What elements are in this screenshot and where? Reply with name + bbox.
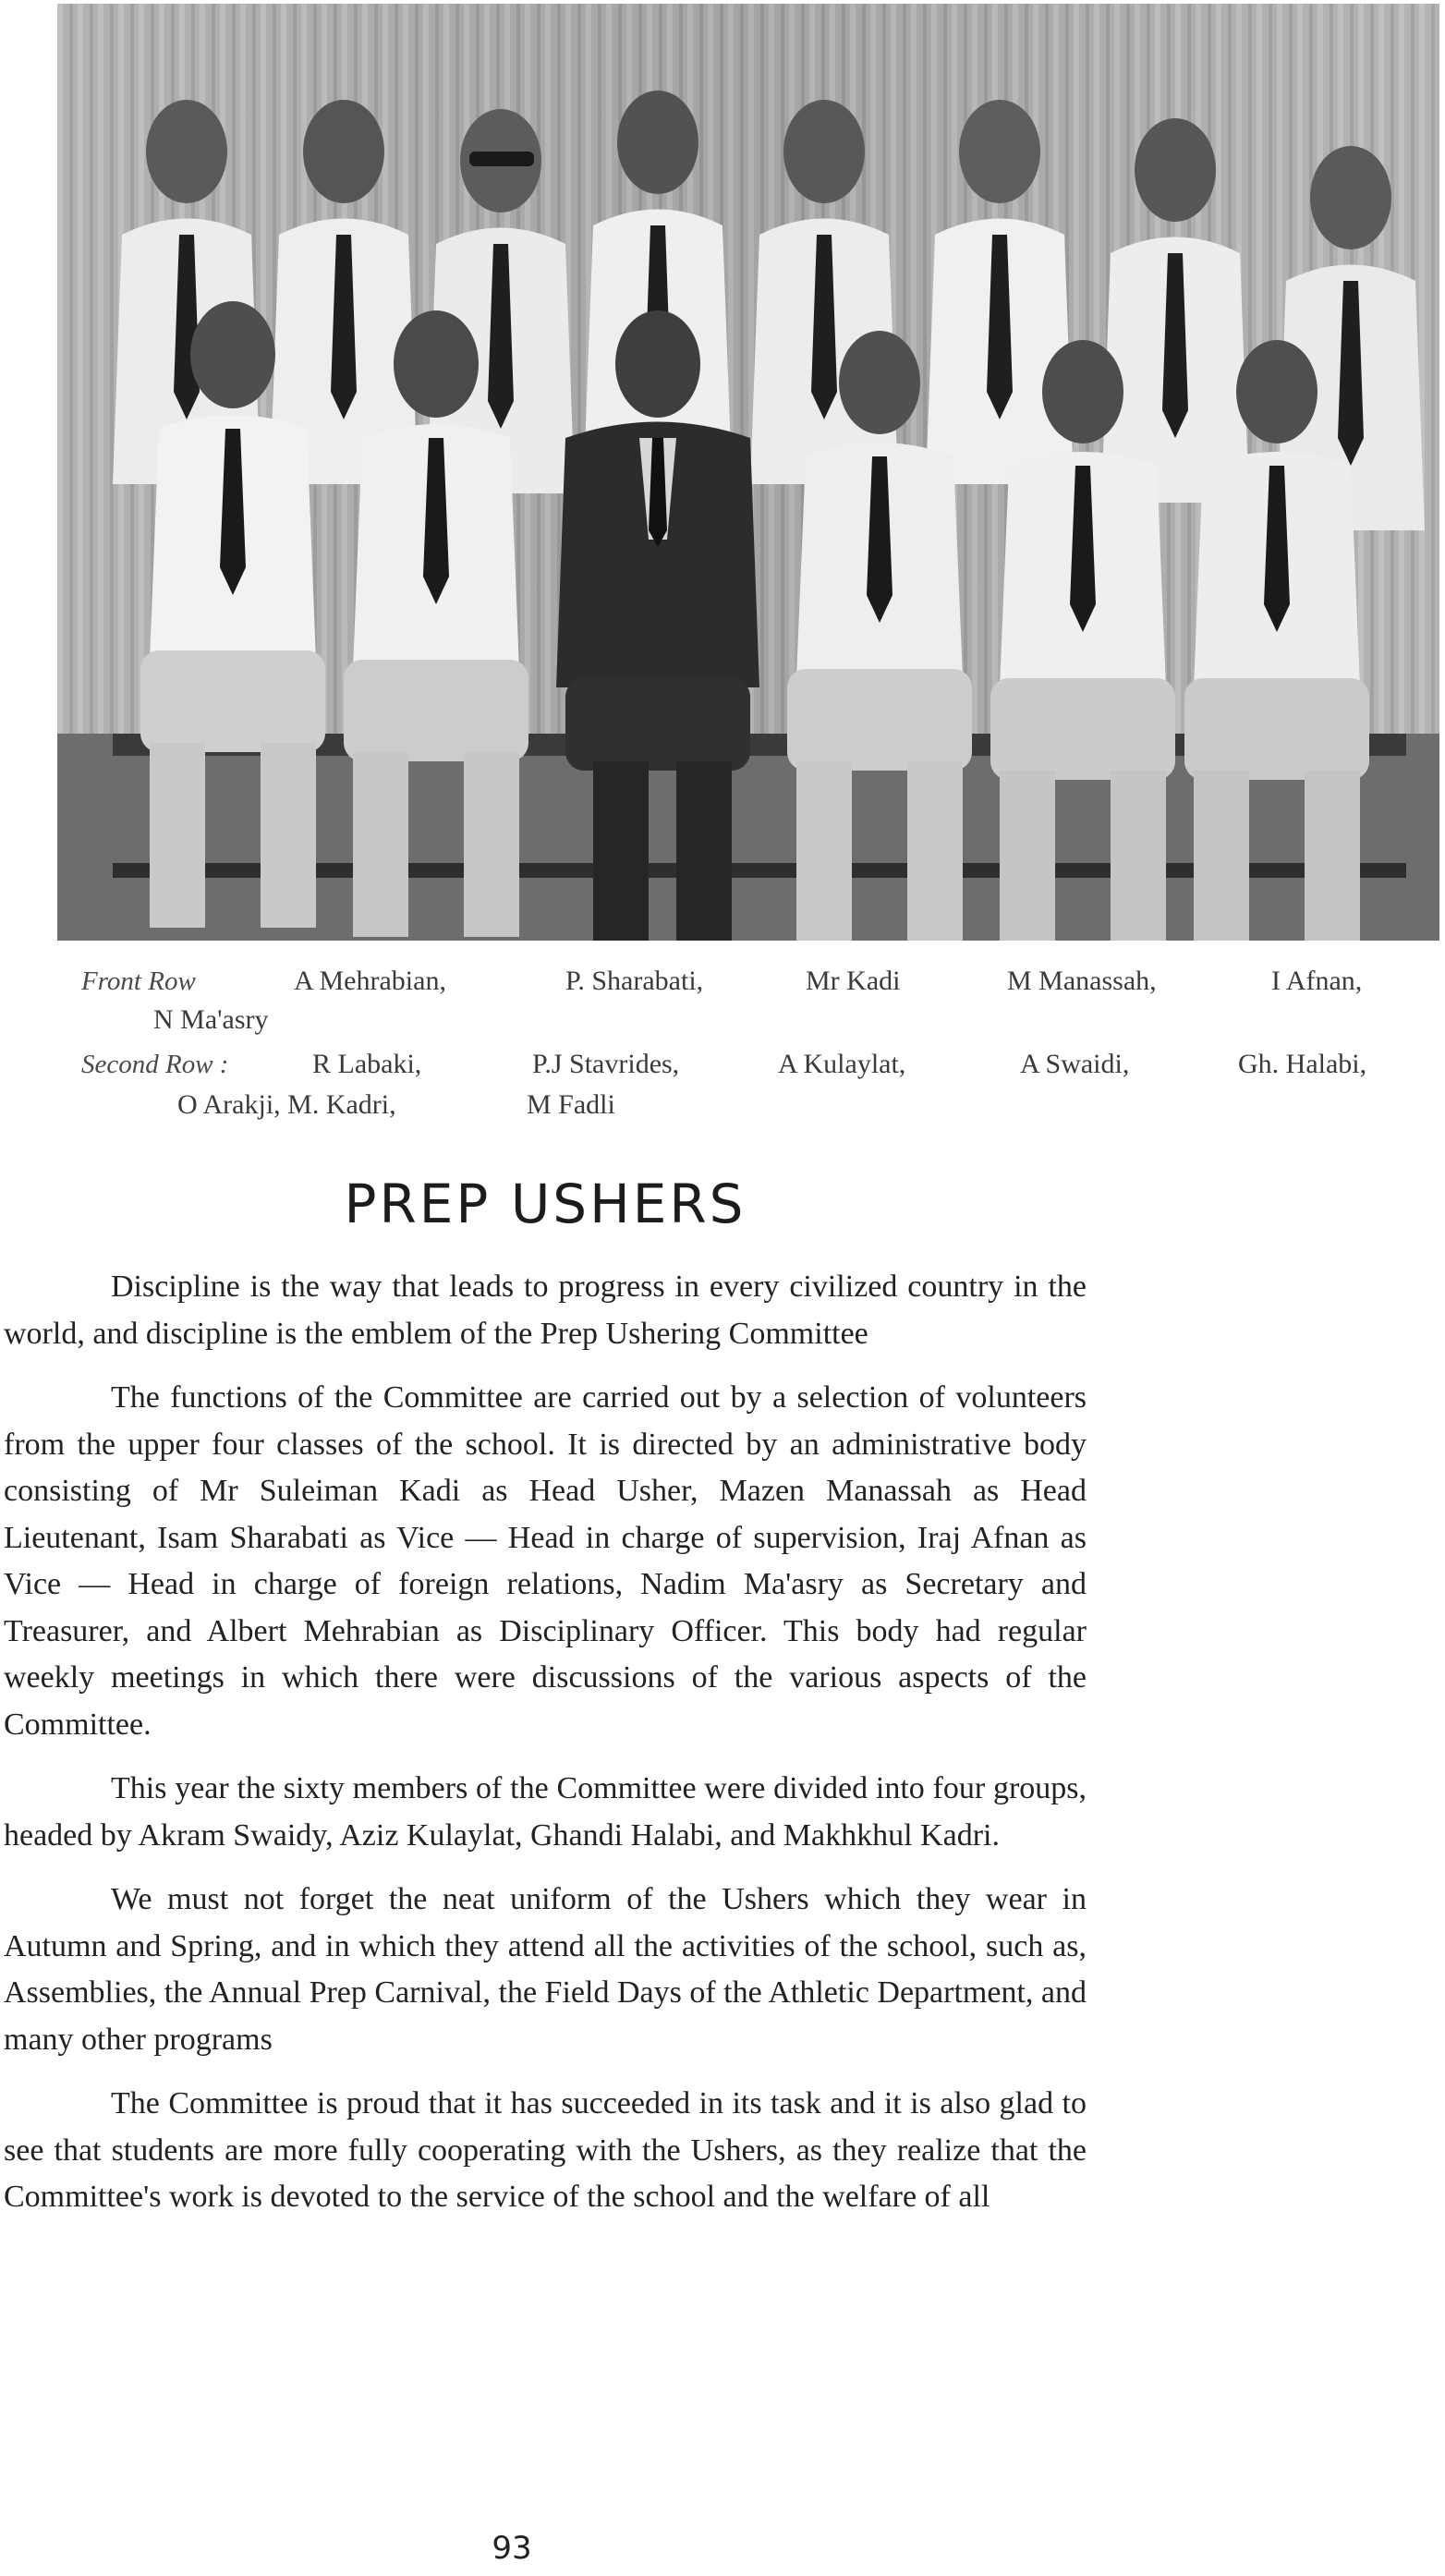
caption-name: A Mehrabian, [294,966,446,996]
second-row-label: Second Row : [81,1050,229,1079]
paragraph: The Committee is proud that it has succeeded in its task and it is also glad to see that students are more fully cooperating with the Ushers, as they realize that the Committee's work is devoted to the service of the school and the welfare of all [4,2086,1087,2214]
front-row-label: Front Row [81,966,196,996]
article-body [4,1264,1087,2239]
group-photo [57,4,1439,941]
caption-name: R Labaki, [312,1049,422,1079]
paragraph: Discipline is the way that leads to progress in every civilized country in the world, and discipline is the emblem of the Prep Ushering Committee [4,1270,1087,1351]
caption-name: N Ma'asry [153,1004,269,1035]
caption-name: P.J Stavrides, [532,1049,680,1079]
caption-name: Gh. Halabi, [1238,1049,1367,1079]
caption-name: M Fadli [527,1089,615,1120]
caption-name: A Kulaylat, [778,1049,906,1079]
caption-name: A Swaidi, [1020,1049,1130,1079]
group-photo-drawing [57,4,1439,941]
article-heading: PREP USHERS [344,1173,747,1235]
caption-name: Mr Kadi [806,966,901,996]
caption-name: O Arakji, M. Kadri, [177,1089,396,1120]
page-number: 93 [492,2530,532,2567]
caption-name: M Manassah, [1007,966,1157,996]
caption-name: I Afnan, [1271,966,1363,996]
paragraph: This year the sixty members of the Committee were divided into four groups, headed by Akram Swaidy, Aziz Kulaylat, Ghandi Halabi, and Makhkhul Kadri. [4,1771,1087,1853]
caption-name: P. Sharabati, [565,966,704,996]
paragraph: We must not forget the neat uniform of the Ushers which they wear in Autumn and Spring, and in which they attend all the activities of the school, such as, Assemblies, the Annual Prep Carnival, the Field Days of the Athletic Department, and many other programs [4,1882,1087,2057]
paragraph: The functions of the Committee are carried out by a selection of volunteers from the upper four classes of the school. It is directed by an administrative body consisting of Mr Suleiman Kadi as Head Usher, Mazen Manassah as Head Lieutenant, Isam Sharabati as Vice — Head in charge of supervision, Iraj Afnan as Vice — Head in charge of foreign relations, Nadim Ma'asry as Secretary and Treasurer, and Albert Mehrabian as Disciplinary Officer. This body had regular weekly meetings in which there were discussions of the various aspects of the Committee. [4,1380,1087,1742]
